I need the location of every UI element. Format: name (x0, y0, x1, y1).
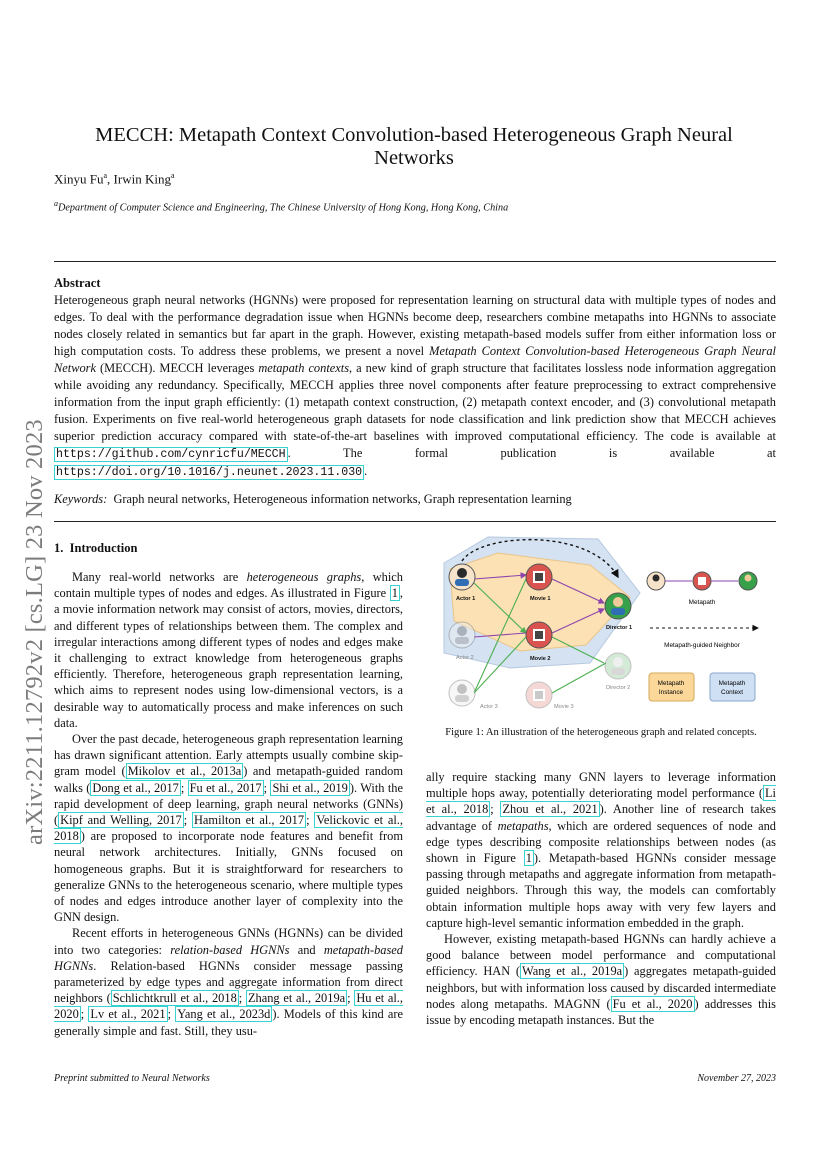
movie-3-node (526, 682, 552, 708)
director-1-node (605, 593, 631, 619)
affil-marker: a (54, 199, 58, 208)
author-name: Irwin King (113, 171, 171, 187)
paragraph: ally require stacking many GNN layers to leverage information multiple hops away, potentially deteriorating model performance ( Li et al., 2018 ; Zhou et al., 2021 ). Another line of research takes advantage of metapaths, which are ordered sequences of node and edge types describing composite relationships between nodes (as shown in Figure 1 ). Metapath-based HGNNs consider message passing through metapaths and aggregate information from metapath-guided neighbors. Through this way, the models can comfortably obtain information multiple hops away with very few layers and capture high-level semantic information embedded in the graph. (426, 770, 776, 930)
abstract-heading: Abstract (54, 276, 101, 290)
legend-instance-box (649, 673, 694, 701)
top-rule (54, 261, 776, 262)
citation-link[interactable]: Dong et al., 2017 (92, 780, 179, 795)
citation-link[interactable]: Kipf and Welling, 2017 (60, 813, 182, 828)
citation-link[interactable]: Zhou et al., 2021 (502, 802, 598, 817)
citation-link[interactable]: Yang et al., 2023d (177, 1007, 271, 1022)
citation-link[interactable]: Velickovic et al., 2018 (54, 813, 403, 844)
legend-metapath-icons (647, 572, 757, 590)
legend-context-box (710, 673, 755, 701)
keywords (54, 492, 776, 507)
citation-link[interactable]: Schlichtkrull et al., 2018 (112, 991, 237, 1006)
right-column (426, 769, 776, 1028)
paper-title: MECCH: Metapath Context Convolution-based Heterogeneous Graph Neural Networks (95, 124, 733, 169)
legend-instance-label: Metapath (657, 680, 685, 687)
citation-link[interactable]: Fu et al., 2017 (189, 780, 262, 795)
bottom-rule (54, 521, 776, 522)
figure-1-illustration (440, 533, 776, 715)
citation-link[interactable]: Fu et al., 2020 (612, 996, 693, 1011)
author-list: Xinyu Fu$^a$, Irwin King$^a$ (54, 171, 175, 187)
director-2-node (605, 653, 631, 679)
citation-link[interactable]: Wang et al., 2019a (522, 964, 623, 979)
legend-context-label: Context (720, 689, 744, 696)
citation-link[interactable]: Lv et al., 2021 (90, 1007, 166, 1022)
citation-link[interactable]: Hu et al., 2020 (54, 991, 404, 1022)
citation-link[interactable]: Hamilton et al., 2017 (193, 813, 305, 828)
paragraph: However, existing metapath-based HGNNs can hardly achieve a good balance between model performance and computational efficiency. HAN ( Wang et al., 2019a ) aggregates metapath-guided neighbors, but with information loss caused by discarded intermediate nodes along metapaths. MAGNN ( Fu et al., 2020 ) addresses this issue by encoding metapath instances. But the (426, 932, 776, 1028)
author-affil-marker: a (103, 171, 108, 180)
paragraph: Recent efforts in heterogeneous GNNs (HGNNs) can be divided into two categories: relation-based HGNNs and metapath-based HGNNs. Relation-based HGNNs consider message passing parameterized by edge types and aggregate information from direct neighbors ( Schlichtkrull et al., 2018 ; Zhang et al., 2019a ; Hu et al., 2020 ; Lv et al., 2021 ; Yang et al., 2023d ). Models of this kind are generally simple and fast. Still, they usu- (54, 926, 404, 1038)
actor-1-node (449, 564, 475, 590)
figure-ref[interactable]: 1 (391, 586, 398, 601)
actor-3-node (449, 680, 475, 706)
affiliation (54, 199, 508, 213)
movie-1-node (526, 564, 552, 590)
movie-2-node (526, 622, 552, 648)
arxiv-side-stamp: arXiv:2211.12792v2 [cs.LG] 23 Nov 2023 (21, 419, 48, 845)
footer-left: Preprint submitted to Neural Networks (54, 1073, 210, 1084)
abstract-body: Heterogeneous graph neural networks (HGNNs) were proposed for representation learning on structural data with multiple types of nodes and edges. To deal with the performance degradation issue when HGNNs become deep, researchers combine metapaths into HGNNs to associate nodes closely related in semantics but far apart in the graph. However, existing metapath-based models suffer from either information loss or high computation costs. To address these problems, we present a novel Metapath Context Convolution-based Heterogeneous Graph Neural Network (MECCH). MECCH leverages metapath contexts, a new kind of graph structure that facilitates lossless node information aggregation while avoiding any redundancy. Specifically, MECCH applies three novel components after feature preprocessing to extract comprehensive information from the input graph efficiently: (1) metapath context construction, (2) metapath context encoder, and (3) convolutional metapath fusion. Experiments on five real-world heterogeneous graph datasets for node classification and link prediction show that MECCH achieves superior prediction accuracy compared with state-of-the-art baselines with improved computational efficiency. The code is available at https://github.com/cynricfu/MECCH . The formal publication is available at https://doi.org/10.1016/j.neunet.2023.11.030 . (54, 293, 777, 479)
citation-link[interactable]: Zhang et al., 2019a (247, 991, 346, 1006)
citation-link[interactable]: Mikolov et al., 2013a (127, 764, 242, 779)
node-label: Director 1 (606, 625, 633, 631)
affil-text: Department of Computer Science and Engineering, The Chinese University of Hong Kong, Hong Kong, China (58, 202, 509, 214)
author-affil-marker: a (170, 171, 175, 180)
paragraph: Over the past decade, heterogeneous graph representation learning has drawn significant attention. Early attempts usually combine skip-gram model ( Mikolov et al., 2013a ) and metapath-guided random walks ( Dong et al., 2017 ; Fu et al., 2017 ; Shi et al., 2019 ). With the rapid development of deep learning, graph neural networks (GNNs) ( Kipf and Welling, 2017 ; Hamilton et al., 2017 ; Velickovic et al., 2018 ) are proposed to incorporate node features and benefit from neural network architectures. Initially, GNNs focused on homogeneous graphs. But it is straightforward for researchers to generalize GNNs to the heterogeneous scenario, where multiple types of nodes and edges introduce another layer of complexity into the GNN design. (54, 732, 403, 925)
paragraph: Many real-world networks are heterogeneous graphs, which contain multiple types of nodes and edges. As illustrated in Figure 1 , a movie information network may consist of actors, movies, directors, and different types of relationships between them. The complex and irregular interactions among different types of nodes and edges make it challenging to extract knowledge from heterogeneous graphs efficiently. Therefore, heterogeneous graph representation learning, which aims to represent nodes using low-dimensional vectors, is a desirable way to automatically process and make inferences on such data. (54, 570, 403, 730)
doi-link[interactable]: https://doi.org/10.1016/j.neunet.2023.11.030 (56, 466, 363, 479)
node-label: Movie 2 (530, 656, 551, 662)
left-column (54, 569, 403, 1039)
section-heading: 1. Introduction (54, 541, 138, 555)
figure-caption: Figure 1: An illustration of the heterogeneous graph and related concepts. (445, 727, 757, 738)
footer-date: November 27, 2023 (697, 1073, 776, 1084)
node-label: Actor 3 (480, 704, 498, 710)
citation-link[interactable]: Shi et al., 2019 (272, 780, 348, 795)
node-label: Movie 1 (530, 596, 551, 602)
keywords-label: Keywords: (54, 492, 108, 506)
node-label: Actor 2 (456, 655, 474, 661)
code-link[interactable]: https://github.com/cynricfu/MECCH (56, 448, 286, 461)
node-label: Movie 3 (554, 704, 574, 710)
author-name: Xinyu Fu (54, 171, 104, 187)
citation-link[interactable]: Li et al., 2018 (426, 786, 776, 817)
node-label: Actor 1 (456, 596, 476, 602)
node-label: Director 2 (606, 685, 631, 691)
legend-neighbor-label: Metapath-guided Neighbor (664, 642, 740, 649)
figure-ref[interactable]: 1 (525, 851, 532, 866)
legend-metapath-label: Metapath (688, 599, 716, 606)
keywords-text: Graph neural networks, Heterogeneous information networks, Graph representation learning (113, 492, 572, 506)
legend-context-label: Metapath (718, 680, 746, 687)
legend-instance-label: Instance (658, 689, 684, 696)
actor-2-node (449, 622, 475, 648)
